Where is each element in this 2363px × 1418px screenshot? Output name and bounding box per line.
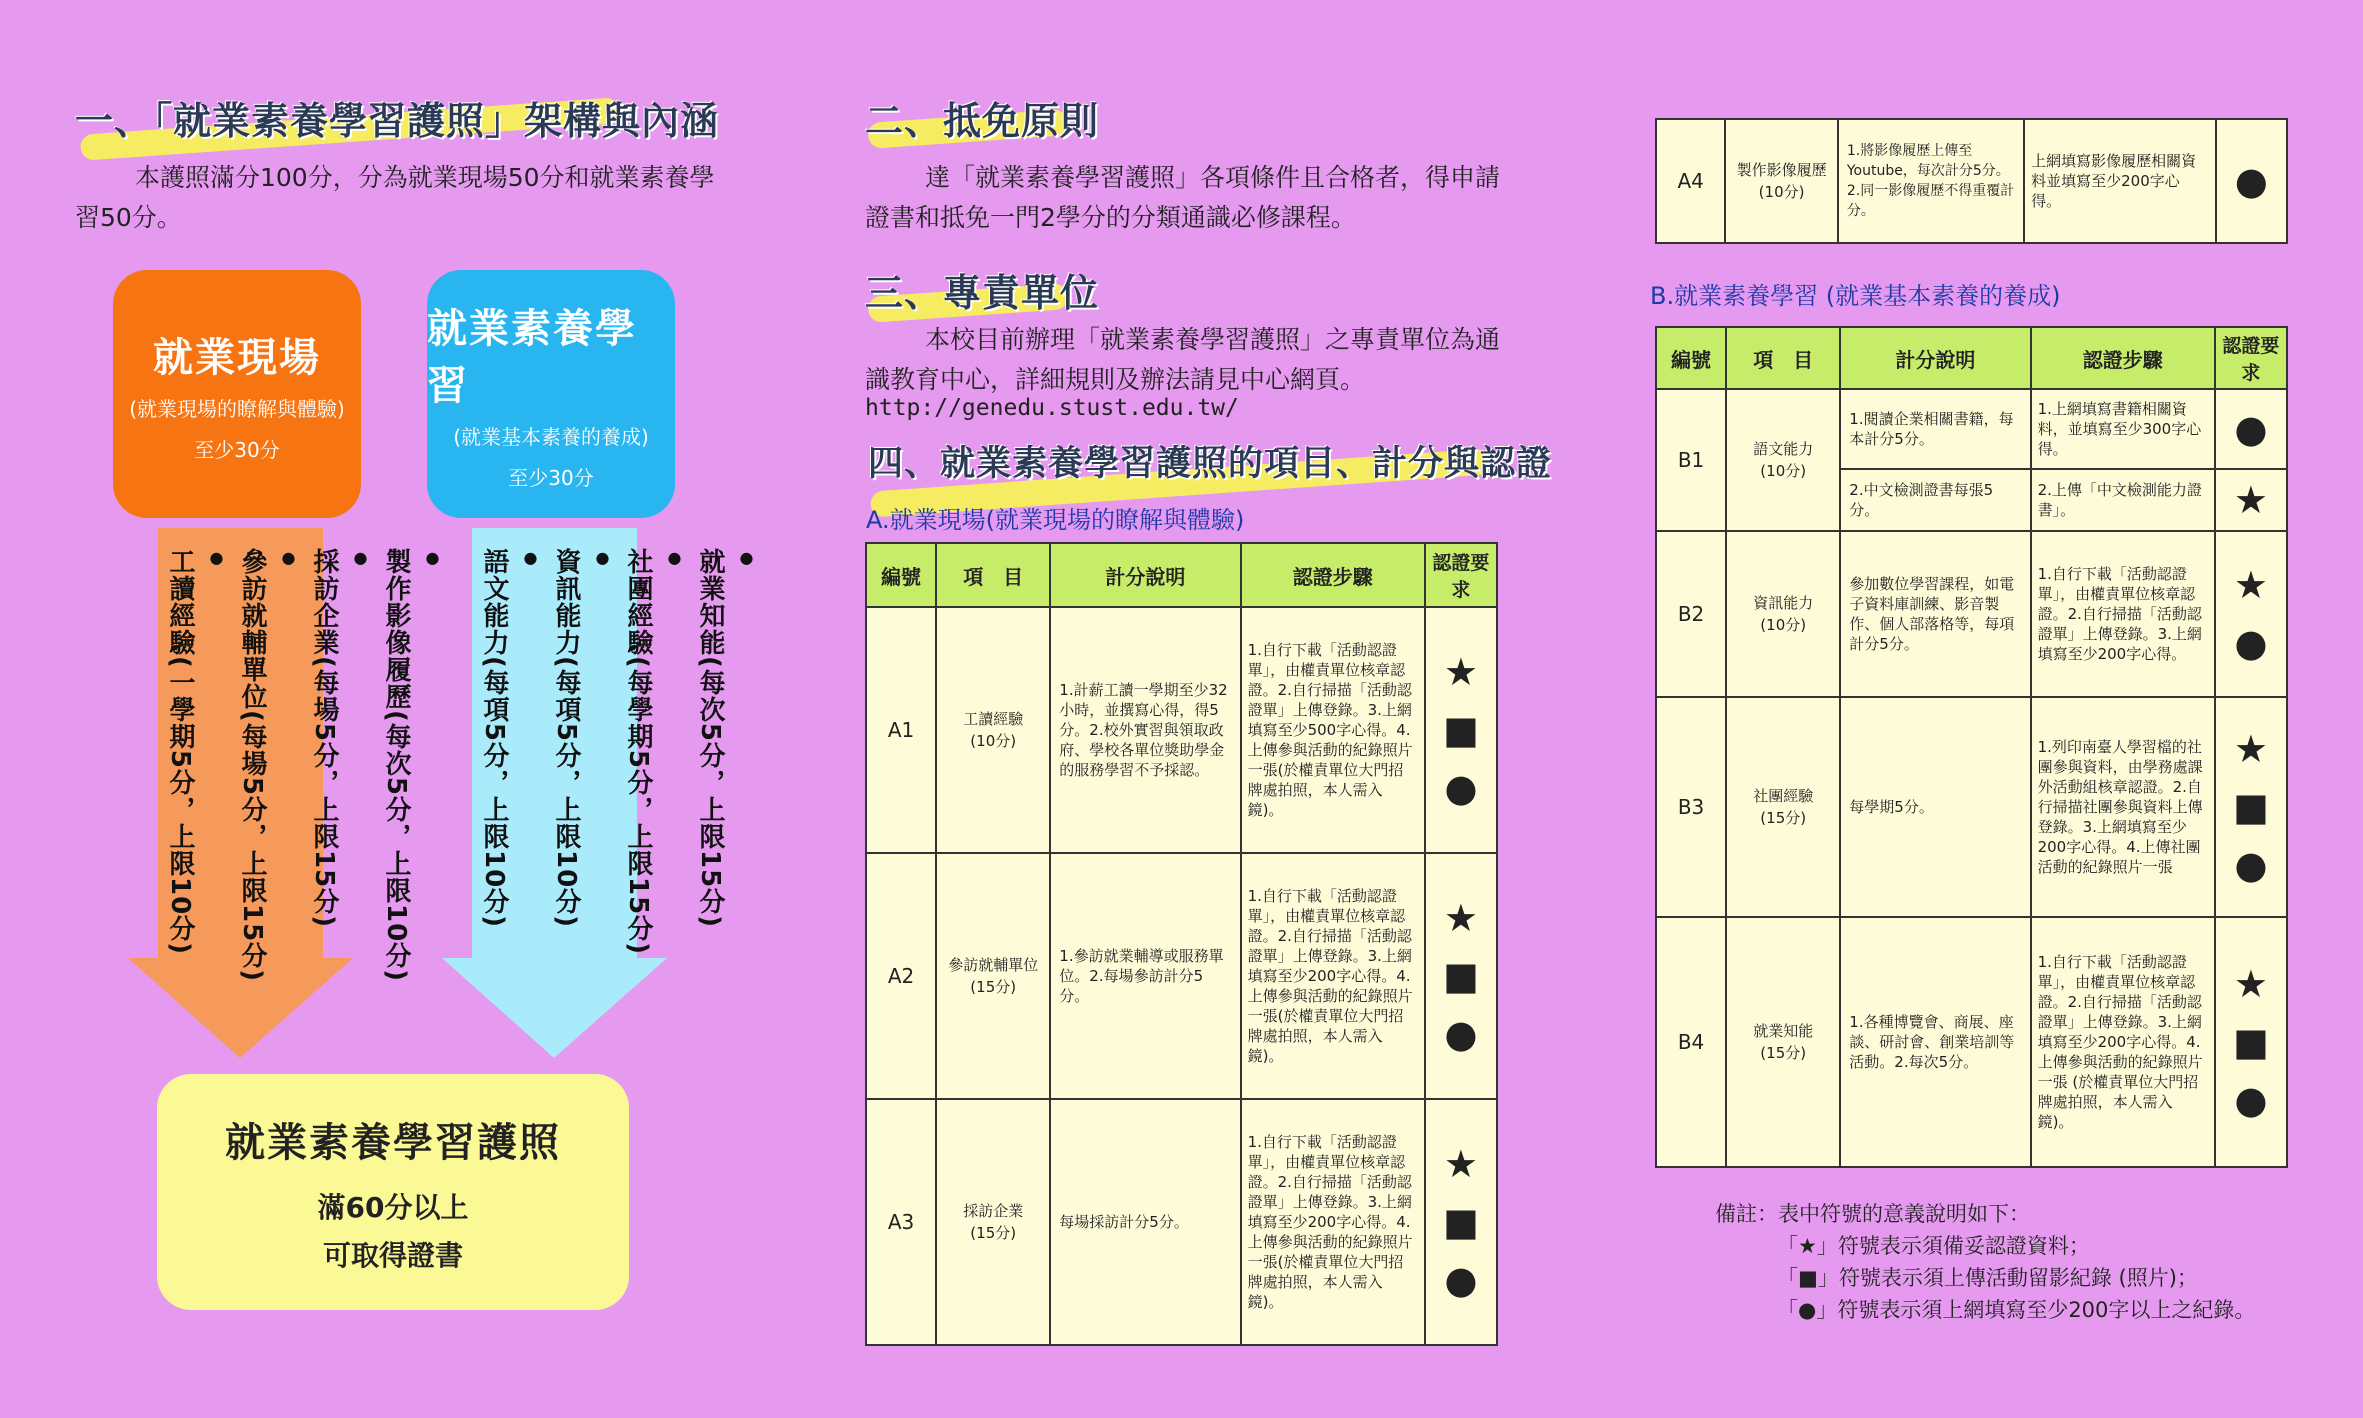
row-item: 資訊能力 (10分) xyxy=(1726,531,1840,697)
note-square: 「■」符號表示須上傳活動留影紀錄 (照片)； xyxy=(1777,1266,2198,1290)
result-line1: 滿60分以上 xyxy=(317,1190,469,1224)
row-item: 社團經驗 (15分) xyxy=(1726,697,1840,917)
arrow2-item: ● 就業知能(每次5分，上限15分) xyxy=(692,548,764,1008)
result-box xyxy=(157,1074,629,1310)
row-desc: 1.參訪就業輔導或服務單位。2.每場參訪計分5分。 xyxy=(1050,853,1240,1099)
row-code: A2 xyxy=(866,853,936,1099)
row-desc: 1.各種博覽會、商展、座談、研討會、創業培訓等活動。2.每次5分。 xyxy=(1840,917,2030,1167)
th-steps: 認證步驟 xyxy=(1241,543,1425,607)
tableB xyxy=(1655,326,2288,1168)
section3-title: 三、專責單位 xyxy=(865,271,1100,315)
row-desc: 1.閱讀企業相關書籍，每本計分5分。 xyxy=(1840,389,2030,469)
row-req: ★ xyxy=(2215,469,2287,531)
job-literacy-subtitle: (就業基本素養的養成) xyxy=(453,425,649,449)
job-field-subtitle: (就業現場的瞭解與體驗) xyxy=(129,396,345,421)
row-code: B2 xyxy=(1656,531,1726,697)
job-literacy-min: 至少30分 xyxy=(508,466,594,490)
row-desc: 2.中文檢測證書每張5分。 xyxy=(1840,469,2030,531)
section1-title: 一、「就業素養學習護照」架構與內涵 xyxy=(75,99,720,143)
th-desc: 計分說明 xyxy=(1840,327,2030,389)
table-row xyxy=(1656,389,2287,469)
row-item: 參訪就輔單位 (15分) xyxy=(936,853,1050,1099)
row-steps: 1.自行下載「活動認證單」，由權責單位核章認證。2.自行掃描「活動認證單」上傳登錄。3.上網填寫至少200字心得。4.上傳參與活動的紀錄照片一張(於權責單位大門招牌處拍照，本人需入鏡)。 xyxy=(1241,1099,1425,1345)
arrow2-item: ● 資訊能力(每項5分，上限10分) xyxy=(548,548,620,1008)
row-code: B4 xyxy=(1656,917,1726,1167)
th-desc: 計分說明 xyxy=(1050,543,1240,607)
row-steps: 1.自行下載「活動認證單」，由權責單位核章認證。2.自行掃描「活動認證單」上傳登錄。3.上網填寫至少500字心得。4.上傳參與活動的紀錄照片一張(於權責單位大門招牌處拍照，本人需入鏡)。 xyxy=(1241,607,1425,853)
table-row xyxy=(866,853,1497,1099)
table-row xyxy=(1656,917,2287,1167)
table-row xyxy=(866,1099,1497,1345)
table-row xyxy=(1656,697,2287,917)
row-req: ★ ● xyxy=(2215,531,2287,697)
row-req: ★ ■ ● xyxy=(2215,917,2287,1167)
section3-url[interactable]: http://genedu.stust.edu.tw/ xyxy=(865,395,1239,421)
arrow2-list xyxy=(476,548,764,1008)
row-steps: 1.自行下載「活動認證單」，由權責單位核章認證。2.自行掃描「活動認證單」上傳登錄。3.上網填寫至少200字心得。4.上傳參與活動的紀錄照片一張(於權責單位大門招牌處拍照，本人需入鏡)。 xyxy=(1241,853,1425,1099)
row-item: 語文能力 (10分) xyxy=(1726,389,1840,531)
row-desc: 參加數位學習課程，如電子資料庫訓練、影音製作、個人部落格等，每項計分5分。 xyxy=(1840,531,2030,697)
notes-title: 備註：表中符號的意義說明如下： xyxy=(1715,1202,2030,1226)
table-row xyxy=(1656,119,2287,243)
row-req: ★ ■ ● xyxy=(1425,607,1497,853)
row-item: 工讀經驗 (10分) xyxy=(936,607,1050,853)
arrow1-item: ● 工讀經驗(一學期5分，上限10分) xyxy=(162,548,234,1008)
row-code: A4 xyxy=(1656,119,1725,243)
arrow1-list xyxy=(162,548,450,1008)
row-req: ● xyxy=(2215,389,2287,469)
section3-text: 本校目前辦理「就業素養學習護照」之專責單位為通識教育中心，詳細規則及辦法請見中心網頁。 xyxy=(865,325,1501,394)
arrow1-item: ● 製作影像履歷(每次5分，上限10分) xyxy=(378,548,450,1008)
row-code: A3 xyxy=(866,1099,936,1345)
notes xyxy=(1715,1198,2255,1326)
row-steps: 1.自行下載「活動認證單」，由權責單位核章認證。2.自行掃描「活動認證單」上傳登錄。3.上網填寫至少200字心得。4.上傳參與活動的紀錄照片一張 (於權責單位大門招牌處拍照，本人需入鏡)。 xyxy=(2031,917,2215,1167)
arrow2-item: ● 語文能力(每項5分，上限10分) xyxy=(476,548,548,1008)
row-item: 就業知能 (15分) xyxy=(1726,917,1840,1167)
row-req: ● xyxy=(2216,119,2287,243)
th-steps: 認證步驟 xyxy=(2031,327,2215,389)
row-desc: 1.計薪工讀一學期至少32小時，並撰寫心得，得5分。2.校外實習與領取政府、學校各單位獎助學金的服務學習不予採認。 xyxy=(1050,607,1240,853)
note-circle: 「●」符號表示須上網填寫至少200字以上之紀錄。 xyxy=(1777,1298,2256,1322)
section4-title: 四、就業素養學習護照的項目、計分與認證 xyxy=(868,444,1553,484)
tableA-caption: A.就業現場(就業現場的瞭解與體驗) xyxy=(866,506,1245,534)
row-code: B1 xyxy=(1656,389,1726,531)
arrow1-item: ● 採訪企業(每場5分，上限15分) xyxy=(306,548,378,1008)
row-desc: 1.將影像履歷上傳至Youtube，每次計分5分。2.同一影像履歷不得重覆計分。 xyxy=(1838,119,2024,243)
row-steps: 1.列印南臺人學習檔的社團參與資料，由學務處課外活動組核章認證。2.自行掃描社團參與資料上傳登錄。3.上網填寫至少200字心得。4.上傳社團活動的紀錄照片一張 xyxy=(2031,697,2215,917)
table-row xyxy=(1656,531,2287,697)
arrow2-item: ● 社團經驗(每學期5分，上限15分) xyxy=(620,548,692,1008)
job-field-title: 就業現場 xyxy=(153,334,321,381)
row-code: B3 xyxy=(1656,697,1726,917)
row-desc: 每場採訪計分5分。 xyxy=(1050,1099,1240,1345)
job-literacy-box xyxy=(427,270,675,518)
tableA4 xyxy=(1655,118,2288,244)
row-item: 採訪企業 (15分) xyxy=(936,1099,1050,1345)
section2-text: 達「就業素養學習護照」各項條件且合格者，得申請證書和抵免一門2學分的分類通識必修課程。 xyxy=(865,163,1501,232)
note-star: 「★」符號表示須備妥認證資料； xyxy=(1777,1234,2090,1258)
row-code: A1 xyxy=(866,607,936,853)
th-code: 編號 xyxy=(1656,327,1726,389)
section2-title: 二、抵免原則 xyxy=(865,99,1100,143)
row-desc: 每學期5分。 xyxy=(1840,697,2030,917)
job-field-min: 至少30分 xyxy=(194,437,280,462)
arrow1-item: ● 參訪就輔單位(每場5分，上限15分) xyxy=(234,548,306,1008)
row-steps: 上網填寫影像履歷相關資料並填寫至少200字心得。 xyxy=(2024,119,2215,243)
row-req: ★ ■ ● xyxy=(1425,853,1497,1099)
table-row xyxy=(866,607,1497,853)
row-steps: 1.自行下載「活動認證單」，由權責單位核章認證。2.自行掃描「活動認證單」上傳登錄。3.上網填寫至少200字心得。 xyxy=(2031,531,2215,697)
row-req: ★ ■ ● xyxy=(1425,1099,1497,1345)
th-item: 項 目 xyxy=(936,543,1050,607)
row-item: 製作影像履歷 (10分) xyxy=(1725,119,1838,243)
th-item: 項 目 xyxy=(1726,327,1840,389)
result-title: 就業素養學習護照 xyxy=(225,1119,561,1166)
tableA xyxy=(865,542,1498,1346)
row-req: ★ ■ ● xyxy=(2215,697,2287,917)
row-steps: 2.上傳「中文檢測能力證書」。 xyxy=(2031,469,2215,531)
job-literacy-title: 就業素養學習 xyxy=(427,306,637,409)
result-line2: 可取得證書 xyxy=(322,1238,463,1272)
th-req: 認證要求 xyxy=(2215,327,2287,389)
section1-intro: 本護照滿分100分，分為就業現場50分和就業素養學習50分。 xyxy=(75,163,715,232)
th-code: 編號 xyxy=(866,543,936,607)
row-steps: 1.上網填寫書籍相關資料，並填寫至少300字心得。 xyxy=(2031,389,2215,469)
job-field-box xyxy=(113,270,361,518)
th-req: 認證要求 xyxy=(1425,543,1497,607)
tableB-caption: B.就業素養學習 (就業基本素養的養成) xyxy=(1650,282,2061,310)
